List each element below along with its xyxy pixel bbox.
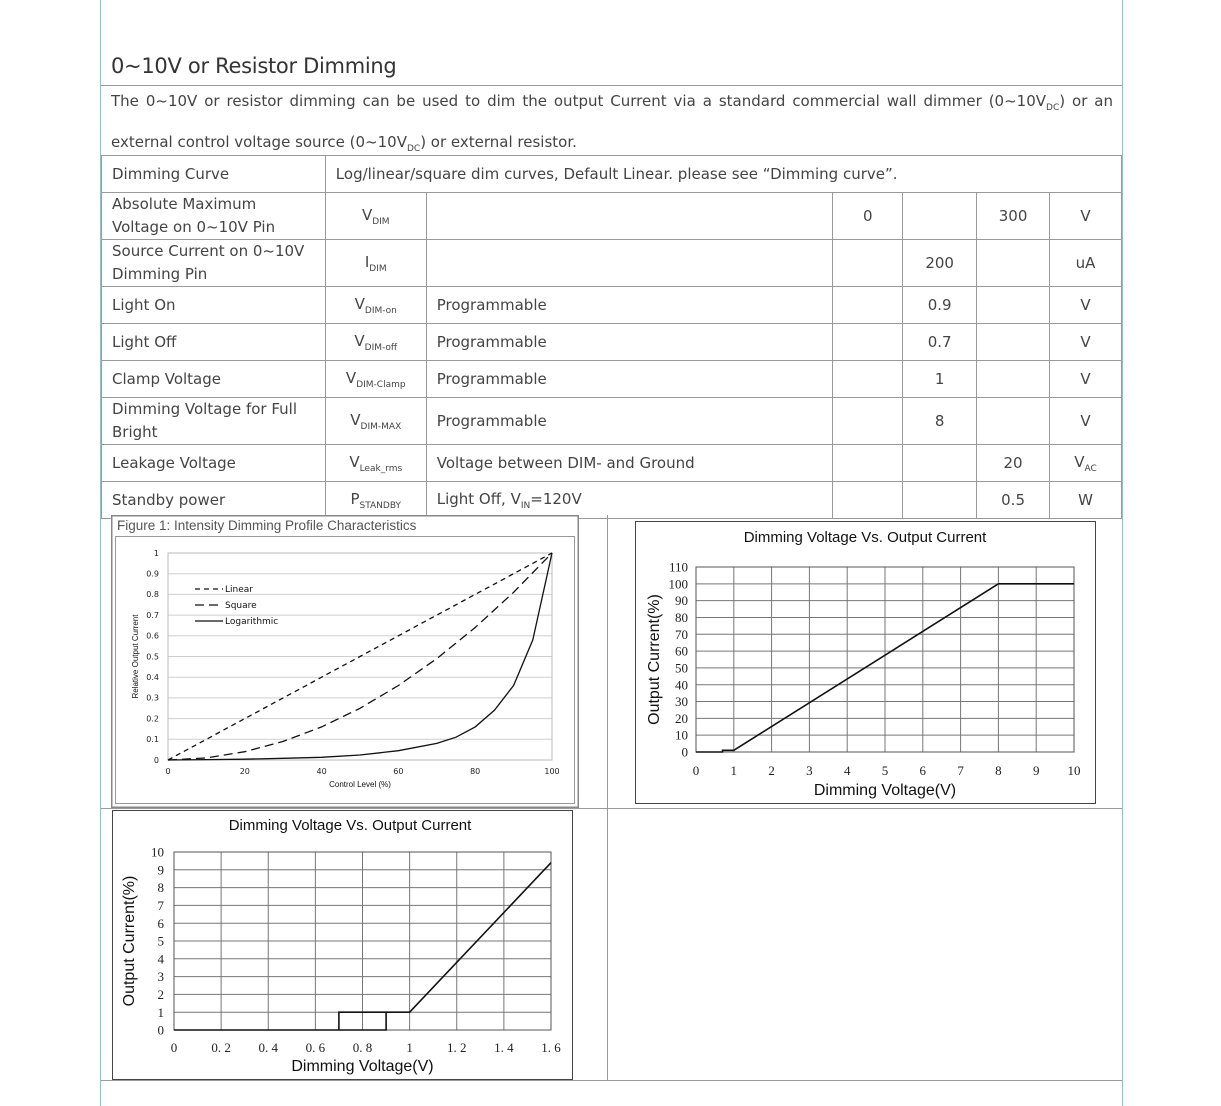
legend-label: Logarithmic [225,617,279,627]
divider [101,808,1122,809]
y-tick-label: 10 [675,727,688,743]
table-row [102,240,1122,287]
y-tick-label: 0.4 [146,673,159,682]
y-axis-label: Relative Output Current [131,614,140,699]
min-cell [833,324,903,361]
chart-title: Dimming Voltage Vs. Output Current [228,817,472,834]
x-tick-label: 0 [165,767,171,776]
condition-cell [426,287,833,324]
max-cell [977,240,1050,287]
table-row [102,398,1122,445]
condition-tail: =120V [530,489,582,508]
symbol-sub: DIM-Clamp [356,379,406,390]
chart-inner-frame [116,537,575,804]
y-tick-label: 0 [157,1022,164,1038]
param-cell: Leakage Voltage [102,445,326,482]
condition-cell [426,240,833,287]
condition: Programmable [436,296,547,314]
table-row [102,324,1122,361]
x-tick-label: 1. 2 [447,1040,467,1055]
x-tick-label: 100 [544,767,560,776]
y-tick-label: 6 [157,915,164,931]
condition-cell [426,324,833,361]
x-tick-label: 6 [919,763,927,778]
table-row [102,482,1122,519]
max-cell [977,324,1050,361]
y-tick-label: 2 [157,986,164,1002]
param-cell: Dimming Curve [102,156,326,193]
symbol: V [345,368,357,387]
y-tick-label: 0.7 [146,610,159,620]
param-cell: Dimming Voltage for Full Bright [102,398,326,445]
min-cell [833,482,903,519]
x-tick-label: 20 [239,767,250,776]
min-cell [833,398,903,445]
condition: Programmable [436,412,547,430]
max-cell: 300 [977,193,1050,240]
intro-text-c: ) or external resistor. [420,133,577,151]
y-tick-label: 0.1 [146,735,159,745]
spec-table [101,155,1122,519]
condition-cell [426,361,833,398]
x-tick-label: 9 [1032,763,1040,778]
max-cell: 20 [977,445,1050,482]
table-row [102,287,1122,324]
symbol-sub: Leak_rms [359,463,403,474]
symbol: V [361,205,373,224]
unit-cell [1050,398,1122,445]
symbol-sub: DIM-off [364,342,398,353]
x-tick-label: 1. 4 [494,1040,514,1055]
column-divider [607,515,608,1080]
x-tick-label: 1 [730,763,738,778]
symbol-sub: STANDBY [359,500,402,511]
x-axis-label: Dimming Voltage(V) [813,782,957,799]
x-axis-label: Dimming Voltage(V) [291,1058,434,1075]
x-tick-label: 1. 6 [541,1040,561,1055]
x-tick-label: 0 [170,1040,178,1055]
divider [101,1080,1122,1081]
symbol-cell [325,287,426,324]
typ-cell: 1 [903,361,977,398]
param-cell: Light Off [102,324,326,361]
symbol: V [354,331,365,350]
condition: Programmable [436,370,547,388]
unit-cell [1050,445,1122,482]
symbol-cell [325,398,426,445]
unit: uA [1075,254,1096,272]
symbol-cell [325,482,426,519]
y-tick-label: 90 [675,593,688,609]
y-tick-label: 0.6 [146,631,159,641]
max-cell [977,287,1050,324]
max-cell [977,398,1050,445]
y-tick-label: 40 [675,677,688,693]
y-axis-label: Output Current(%) [646,594,663,725]
condition: Programmable [436,333,547,351]
intro-text-b: ) or an external control voltage source (0~10V [111,92,1113,151]
typ-cell: 8 [903,398,977,445]
y-tick-label: 5 [157,933,164,949]
legend-label: Square [225,601,257,611]
condition-cell [426,193,833,240]
y-tick-label: 100 [668,576,688,592]
y-tick-label: 0.2 [146,714,159,724]
typ-cell: 200 [903,240,977,287]
desc-cell: Log/linear/square dim curves, Default Linear. please see “Dimming curve”. [325,156,1121,193]
y-tick-label: 10 [151,844,164,860]
x-tick-label: 8 [995,763,1002,778]
y-tick-label: 0.8 [146,590,159,600]
y-tick-label: 1 [157,1004,164,1020]
x-tick-label: 10 [1067,763,1081,778]
intro-sub-1: DC [1046,103,1060,113]
symbol-cell [325,361,426,398]
symbol-sub: DIM [369,263,387,274]
param-cell: Clamp Voltage [102,361,326,398]
symbol-cell [325,445,426,482]
param-cell: Source Current on 0~10V Dimming Pin [102,240,326,287]
y-tick-label: 80 [675,610,688,626]
typ-cell: 0.7 [903,324,977,361]
chart-title: Dimming Voltage Vs. Output Current [743,529,987,546]
min-cell [833,240,903,287]
x-tick-label: 5 [881,763,889,778]
symbol: I [364,252,370,271]
table-row [102,193,1122,240]
unit-cell [1050,324,1122,361]
symbol-sub: DIM [372,216,390,227]
max-cell: 0.5 [977,482,1050,519]
min-cell [833,445,903,482]
typ-cell [903,193,977,240]
condition-cell [426,445,833,482]
max-cell [977,361,1050,398]
typ-cell: 0.9 [903,287,977,324]
y-tick-label: 70 [675,626,688,642]
unit-sub: AC [1084,463,1097,474]
y-tick-label: 50 [675,660,688,676]
dimming-voltage-chart-low [112,810,573,1080]
unit-cell [1050,193,1122,240]
unit: V [1074,452,1085,471]
section-intro [111,84,1113,166]
y-tick-label: 9 [157,862,164,878]
unit: W [1078,491,1093,509]
y-tick-label: 4 [157,951,164,967]
symbol-sub: DIM-on [364,305,397,316]
x-tick-label: 7 [957,763,964,778]
y-tick-label: 0 [681,744,688,760]
unit: V [1080,412,1091,430]
y-tick-label: 0.9 [146,569,159,579]
unit-cell [1050,287,1122,324]
y-axis-label: Output Current(%) [121,875,138,1007]
symbol-cell [325,324,426,361]
y-tick-label: 1 [153,548,159,558]
chart-title: Figure 1: Intensity Dimming Profile Characteristics [117,518,417,533]
param-cell: Light On [102,287,326,324]
x-axis-label: Control Level (%) [329,780,391,789]
symbol-cell [325,240,426,287]
x-tick-label: 0. 8 [352,1040,373,1055]
unit-cell [1050,240,1122,287]
x-tick-label: 3 [806,763,813,778]
y-tick-label: 60 [675,643,688,659]
condition-cell [426,398,833,445]
symbol: V [349,452,360,471]
y-tick-label: 20 [675,710,688,726]
y-tick-label: 0.3 [146,693,159,703]
chart-frame [636,522,1096,804]
intro-sub-2: DC [406,144,421,154]
typ-cell [903,482,977,519]
unit: V [1080,207,1091,225]
unit-cell [1050,361,1122,398]
intro-text-a: The 0~10V or resistor dimming can be used to dim the output Current via a standard commercial wall dimmer (0~10V [111,92,1047,110]
symbol: V [354,294,365,313]
y-tick-label: 7 [157,897,164,913]
param-cell: Standby power [102,482,326,519]
unit: V [1080,333,1091,351]
symbol: P [350,489,360,508]
condition-sub: IN [520,500,531,511]
y-tick-label: 0 [153,755,159,765]
typ-cell [903,445,977,482]
unit: V [1080,370,1091,388]
y-tick-label: 110 [668,559,688,575]
legend-label: Linear [225,585,253,595]
x-tick-label: 0. 4 [258,1040,278,1055]
min-cell: 0 [833,193,903,240]
section-title: 0~10V or Resistor Dimming [111,54,397,78]
x-tick-label: 4 [843,763,851,778]
condition: Voltage between DIM- and Ground [436,454,695,472]
x-tick-label: 80 [470,767,481,776]
y-tick-label: 3 [157,969,164,985]
intensity-dimming-chart [111,515,579,808]
unit: V [1080,296,1091,314]
x-tick-label: 60 [393,767,404,776]
y-tick-label: 30 [675,694,688,710]
min-cell [833,361,903,398]
condition: Light Off, V [436,489,521,508]
y-tick-label: 0.5 [146,652,159,662]
y-tick-label: 8 [157,880,164,896]
x-tick-label: 1 [406,1040,413,1055]
table-row [102,445,1122,482]
symbol-sub: DIM-MAX [360,421,402,432]
x-tick-label: 0. 2 [211,1040,231,1055]
min-cell [833,287,903,324]
x-tick-label: 0 [692,763,700,778]
symbol: V [350,410,361,429]
x-tick-label: 40 [316,767,327,776]
symbol-cell [325,193,426,240]
param-cell: Absolute Maximum Voltage on 0~10V Pin [102,193,326,240]
x-tick-label: 2 [768,763,775,778]
table-row [102,361,1122,398]
x-tick-label: 0. 6 [305,1040,326,1055]
page-border-right [1122,0,1123,1106]
table-row-dimming-curve [102,156,1122,193]
unit-cell [1050,482,1122,519]
dimming-voltage-chart-full [635,521,1096,804]
condition-cell [426,482,833,519]
